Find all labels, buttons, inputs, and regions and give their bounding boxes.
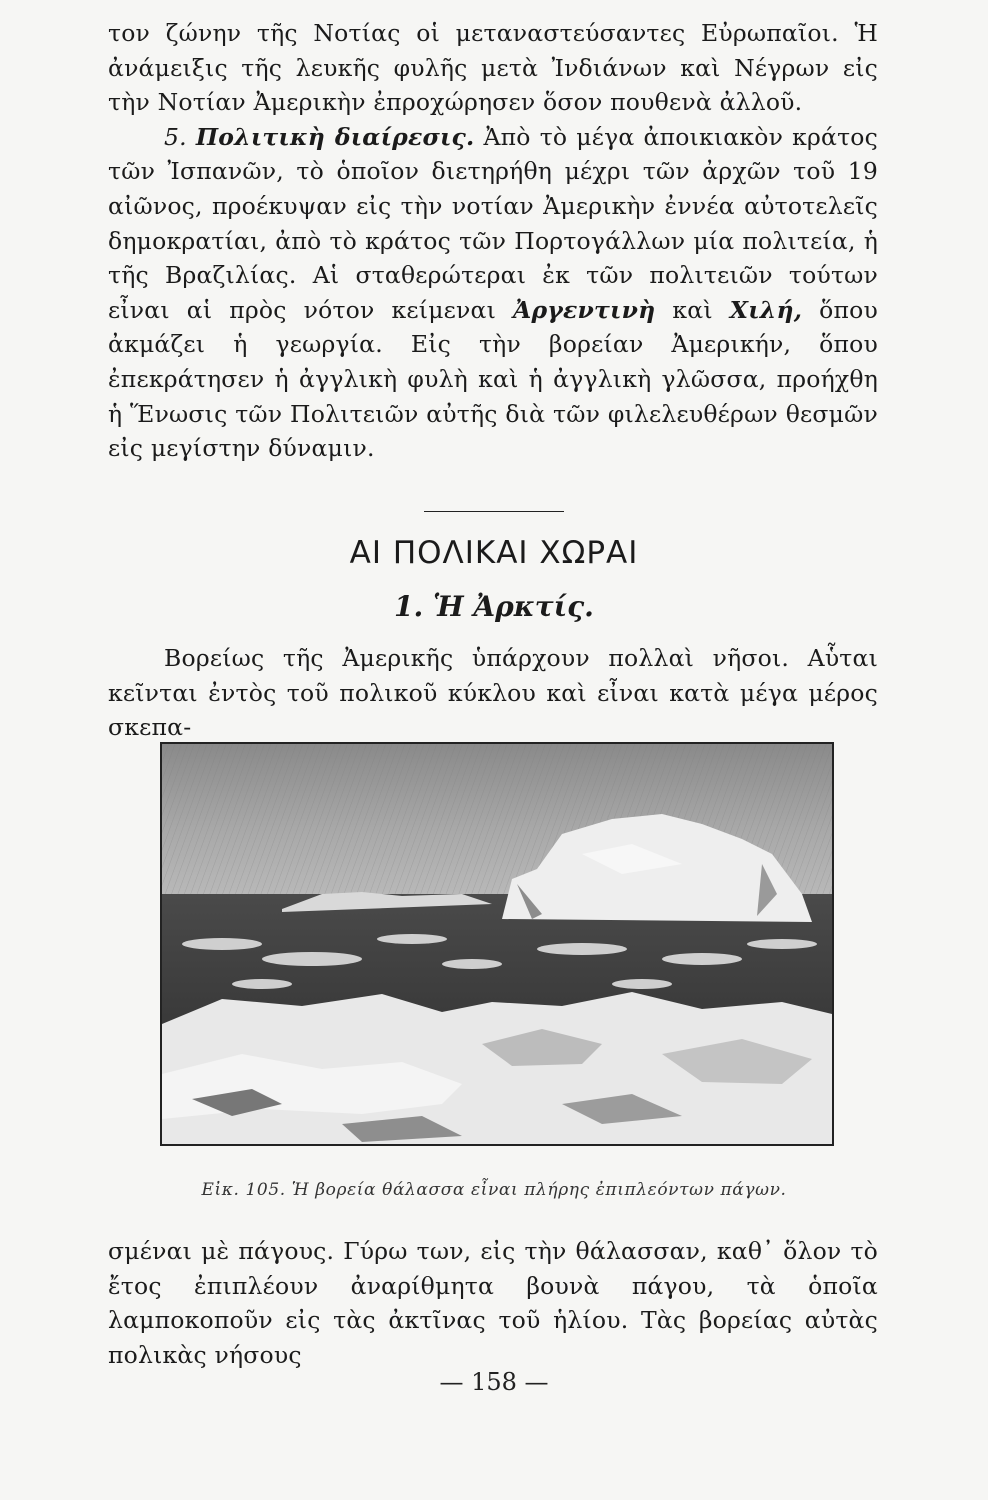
paragraph-arctic: Βορείως τῆς Ἀμερικῆς ὑπάρχουν πολλαὶ νῆσοι. Αὗται κεῖνται ἐντὸς τοῦ πολικοῦ κύκλου καὶ εἶναι κατὰ μέγα μέρος σκεπα- [108,644,878,742]
figure-caption: Εἰκ. 105. Ἡ βορεία θάλασσα εἶναι πλήρης ἐπιπλεόντων πάγων. [201,1180,787,1200]
section-text-1: Ἀπὸ τὸ μέγα ἀποικιακὸν κράτος τῶν Ἰσπανῶν, τὸ ὁποῖον διετηρήθη μέχρι τῶν ἀρχῶν τοῦ 19 αἰῶνος, προέκυψαν εἰς τὴν νοτίαν Ἀμερικὴν ἐννέα αὐτοτελεῖς δημοκρατίαι, ἀπὸ τὸ κράτος τῶν Πορτογάλλων μία πολιτεία, ἡ τῆς Βραζιλίας. Αἱ σταθερώτεραι ἐκ τῶν πολιτειῶν τούτων εἶναι αἱ πρὸς νότον κείμεναι [108,122,878,324]
subsection-title: 1. Ἡ Ἀρκτίς. [394,590,594,623]
section-heading: Πολιτικὴ διαίρεσις. [195,122,475,151]
paragraph-political-division [108,120,878,466]
section-text-2: καὶ [655,295,730,324]
page-number: — 158 — [439,1368,549,1396]
text-column-top [108,16,878,466]
chapter-title: ΑΙ ΠΟΛΙΚΑΙ ΧΩΡΑΙ [349,535,639,571]
arctic-ice-photo [160,742,834,1146]
text-column-bottom [108,1234,878,1372]
section-number: 5. [164,122,187,151]
section-text-3: ὅπου ἀκμάζει ἡ γεωργία. Εἰς τὴν βορείαν Ἀμερικήν, ὅπου ἐπεκράτησεν ἡ ἀγγλικὴ φυλὴ καὶ ἡ ἀγγλικὴ γλῶσσα, προήχθη ἡ Ἕνωσις τῶν Πολιτειῶν αὐτῆς διὰ τῶν φιλελευθέρων θεσμῶν εἰς μεγίστην δύναμιν. [108,295,878,463]
country-chile: Χιλή, [729,295,803,324]
paragraph-southern-zone: τον ζώνην τῆς Νοτίας οἱ μεταναστεύσαντες Εὐρωπαῖοι. Ἡ ἀνάμειξις τῆς λευκῆς φυλῆς μετὰ Ἰνδιάνων καὶ Νέγρων εἰς τὴν Νοτίαν Ἀμερικὴν ἐπροχώρησεν ὅσον πουθενὰ ἀλλοῦ. [108,19,878,117]
text-column-arctic [108,641,878,745]
paragraph-polar-islands: σμέναι μὲ πάγους. Γύρω των, εἰς τὴν θάλασσαν, καθ᾽ ὅλον τὸ ἔτος ἐπιπλέουν ἀναρίθμητα βουνὰ πάγου, τὰ ὁποῖα λαμποκοποῦν εἰς τὰς ἀκτῖνας τοῦ ἡλίου. Τὰς βορείας αὐτὰς πολικὰς νήσους [108,1237,878,1369]
country-argentina: Ἀργεντινὴ [513,295,656,324]
section-divider [424,511,564,512]
